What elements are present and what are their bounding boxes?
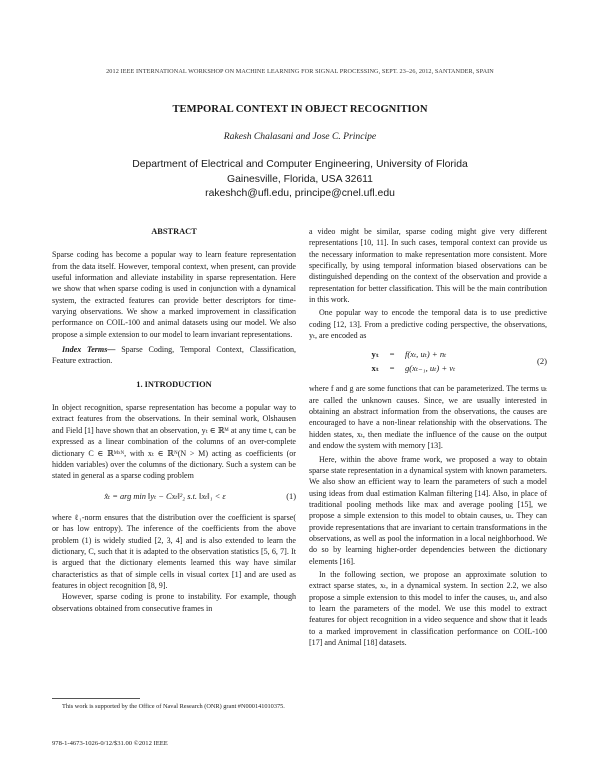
equation-2-equals-1: = — [389, 348, 395, 359]
right-column — [309, 226, 547, 648]
copyright-footer: 978-1-4673-1026-0/12/$31.00 ©2012 IEEE — [52, 740, 168, 747]
affiliation-address: Gainesville, Florida, USA 32611 — [227, 173, 373, 185]
intro-paragraph-3: However, sparse coding is prone to instability. For example, though observations obtained from consecutive frames in — [52, 592, 296, 613]
paper-title: TEMPORAL CONTEXT IN OBJECT RECOGNITION — [172, 104, 428, 115]
abstract-heading: ABSTRACT — [151, 227, 197, 236]
conference-header: 2012 IEEE INTERNATIONAL WORKSHOP ON MACHINE LEARNING FOR SIGNAL PROCESSING, SEPT. 23–26, 2012, SANTANDER, SPAIN — [106, 68, 494, 75]
equation-1-body: x̂ₜ = arg min ‖yₜ − Cxₜ‖²₂ s.t. ‖xₜ‖₁ < ε — [104, 491, 226, 501]
right-paragraph-1: a video might be similar, sparse coding might give very different representations [10, 11]. In such cases, temporal context can provide us the necessary information to make representation more consistent. More specifically, by using temporal information biased observations can be distinguished depending on the context of the observation and provide a representation for better classification. This will be the main contribution in this work. — [309, 227, 547, 305]
equation-2-rhs-1: f(xₜ, uₜ) + nₜ — [405, 348, 447, 359]
intro-heading: 1. INTRODUCTION — [136, 379, 212, 389]
left-column — [52, 226, 296, 614]
index-terms-text: Sparse Coding, Temporal Context, Classification, Feature extraction. — [52, 345, 296, 366]
affiliation-department: Department of Electrical and Computer Engineering, University of Florida — [132, 159, 468, 170]
equation-2-lhs-1: yₜ — [371, 348, 379, 359]
right-paragraph-5: In the following section, we propose an approximate solution to extract sparse states, xₜ, in a dynamical system. In section 2.2, we also propose a simple extension to this model to infer the causes, uₜ, and also to learn the parameters of the model. We use this model to extract features for object recognition in a video sequence and show that it leads to a marked improvement in classification performance on COIL-100 [17] and Animal [18] datasets. — [309, 569, 547, 647]
footnote-rule — [52, 698, 140, 699]
equation-1-number: (1) — [286, 491, 296, 501]
equation-1 — [52, 491, 296, 502]
intro-paragraph-2: where ℓ₁-norm ensures that the distribution over the coefficient is sparse( or has low entropy). The inference of the coefficients from the above problem (1) is widely studied [2, 3, 4] and is also extended to learn the dictionary, C, such that it is adapted to the observation statistics [5, 6, 7]. It is argued that the dictionary elements learned this way have similar characteristics as that of simple cells in visual cortex [1] and are used as features in object recognition [8, 9]. — [52, 512, 296, 590]
footnote — [52, 703, 296, 711]
equation-2-number: (2) — [536, 355, 547, 366]
right-paragraph-2: One popular way to encode the temporal data is to use predictive coding [12, 13]. From a predictive coding perspective, the observations, yₜ, are encoded as — [309, 308, 547, 341]
right-paragraph-3: where f and g are some functions that can be parameterized. The terms uₜ are called the unknown causes. Since, we are usually interested in obtaining an abstract information from the observations, the causes are encouraged to have a non-linear relationship with the observations. The hidden states, xₜ, then mediate the influence of the cause on the output and endow the system with memory [13]. — [309, 384, 547, 451]
equation-2 — [309, 347, 547, 375]
right-paragraph-4: Here, within the above frame work, we proposed a way to obtain sparse state representation in a dynamical system with known parameters. We also show an efficient way to learn the parameters of such a model using ideas from dual estimation Kalman filtering [14]. Also, in place of traditional pooling methods like max and average pooling [15], we propose a simple extension to this model to obtain causes, uₜ. They can provide representations that are invariant to certain transformations in the observations, as well as pool the information in a local neighborhood. We do so by learning higher-order dependencies between the dictionary elements [16]. — [309, 454, 547, 566]
abstract-text: Sparse coding has become a popular way to learn feature representation from the data itself. However, temporal context, when present, can provide useful information and alleviate instability in sparse representation. Here we show that when sparse coding is used in conjunction with a dynamical system, the extracted features can provide better descriptors for time-varying observations. We show a marked improvement in classification performance on COIL-100 and animal datasets using our model. We also propose a simple extension to our model to learn invariant representations. — [52, 250, 296, 339]
affiliation — [0, 158, 600, 202]
equation-2-lhs-2: xₜ — [371, 362, 379, 373]
equation-2-rhs-2: g(xₜ₋₁, uₜ) + vₜ — [405, 362, 456, 373]
paper-authors: Rakesh Chalasani and Jose C. Principe — [223, 131, 377, 142]
equation-2-equals-2: = — [389, 362, 395, 373]
index-terms-lead: Index Terms— — [62, 345, 116, 355]
author-emails: rakeshch@ufl.edu, principe@cnel.ufl.edu — [205, 188, 395, 199]
intro-paragraph-1: In object recognition, sparse representation has become a popular way to extract features from the observations. In their seminal work, Olshausen and Field [1] have shown that an observation, yₜ ∈ ℝᴹ at any time t, can be expressed as a linear combination of the columns of an over-complete dictionary C ∈ ℝᴹˣᴺ, with xₜ ∈ ℝᴺ(N > M) acting as coefficients (or hidden variables) over the columns of the dictionary. Such a system can be stated in general as a sparse coding problem — [52, 403, 296, 481]
footnote-text: This work is supported by the Office of Naval Research (ONR) grant #N000141010375. — [62, 703, 285, 710]
index-terms — [52, 344, 296, 367]
